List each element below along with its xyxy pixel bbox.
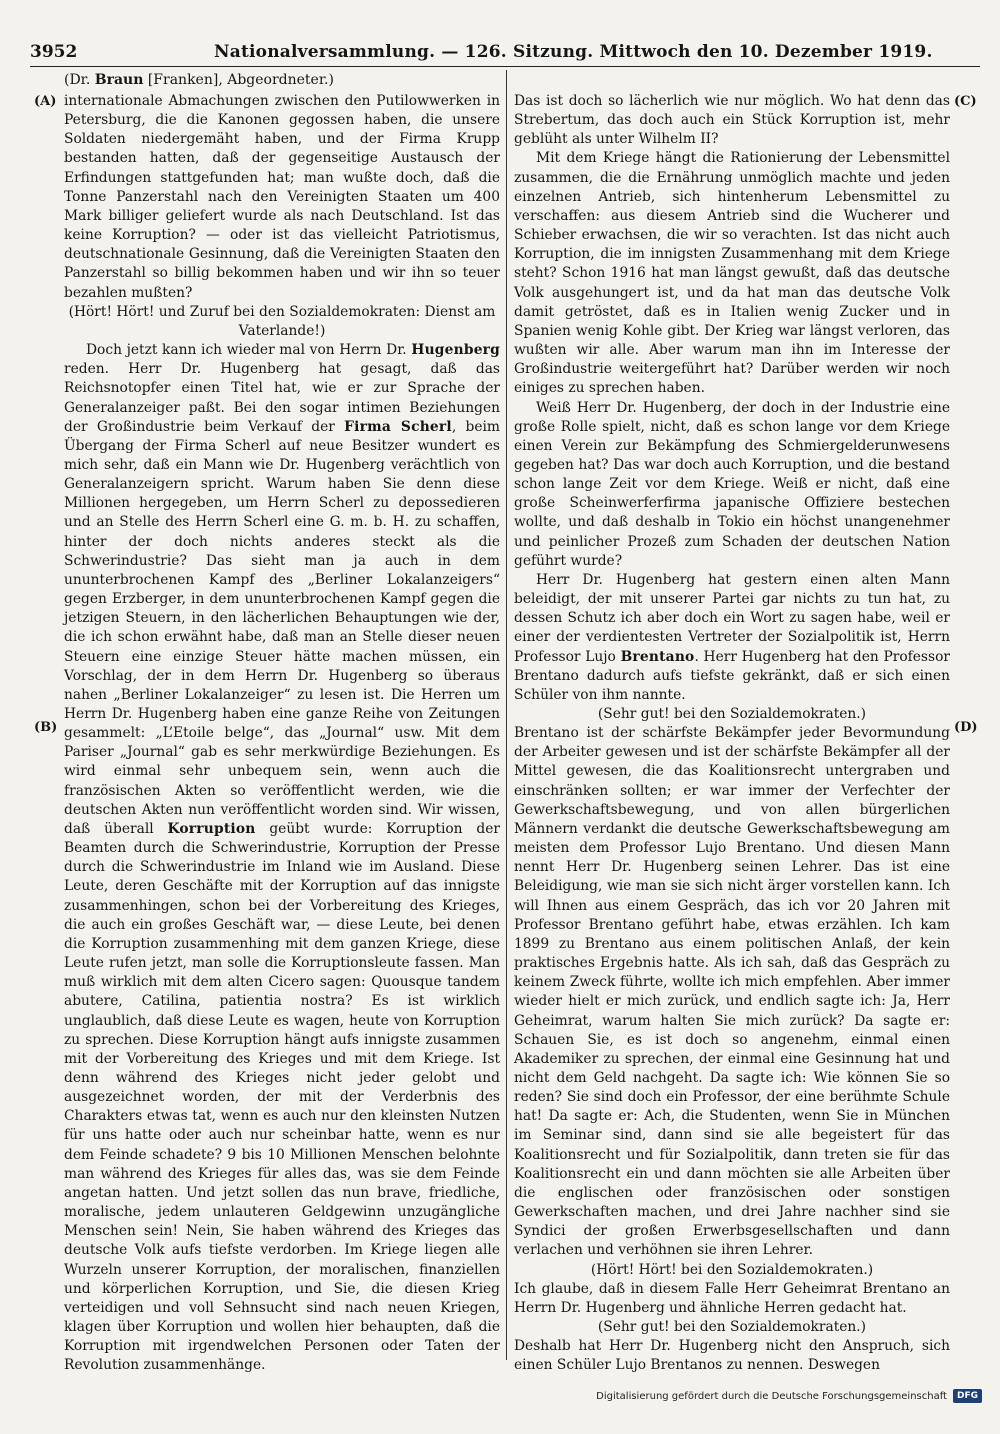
paragraph — [514, 92, 950, 149]
text-run: . Herr Hugenberg hat den Professor Brentano dadurch aufs tiefste gekränkt, daß er sich einen Schüler von ihm nannte. — [514, 648, 950, 703]
emphasized-name: Brentano — [620, 648, 695, 665]
running-title: Nationalversammlung. — 126. Sitzung. Mittwoch den 10. Dezember 1919. — [214, 42, 933, 62]
paragraph — [514, 149, 950, 398]
text-run: (Hört! Hört! und Zuruf bei den Sozialdemokraten: Dienst am Vaterlande!) — [68, 303, 496, 339]
speaker-suffix: [Franken], Abgeordneter.) — [143, 72, 334, 88]
dfg-logo-icon: DFG — [953, 1389, 982, 1403]
page-number: 3952 — [30, 42, 78, 62]
text-run: Deshalb hat Herr Dr. Hugenberg nicht den Anspruch, sich einen Schüler Lujo Brentanos zu nennen. Deswegen — [514, 1338, 950, 1374]
text-run: internationale Abmachungen zwischen den Putilowwerken in Petersburg, die die Kanonen gegossen haben, die unsere Soldaten niedergemäht haben, und der Firma Krupp bestanden hatten, daß der gegenseitige Austausch der Erfindungen stattgefunden hat; man wußte doch, daß die Tonne Panzerstahl nach den Vereinigten Staaten um 400 Mark billiger geliefert wurde als nach Deutschland. Ist das keine Korruption? — oder ist das vielleicht Patriotismus, deutschnationale Gesinnung, daß die Vereinigten Staaten den Panzerstahl so billig bekommen haben und wir ihn so teuer bezahlen mußten? — [64, 93, 500, 301]
margin-marker-c: (C) — [954, 94, 977, 109]
margin-marker-d: (D) — [954, 720, 978, 735]
paragraph — [64, 341, 500, 1375]
interjection — [514, 1261, 950, 1280]
paragraph — [64, 92, 500, 303]
margin-marker-b: (B) — [34, 720, 58, 735]
interjection — [64, 303, 500, 341]
speaker-prefix: (Dr. — [64, 72, 95, 88]
text-run: geübt wurde: Korruption der Beamten durch die Schwerindustrie, Korruption der Presse durch die Schwerindustrie im Inland wie im Ausland. Diese Leute, deren Geschäfte mit der Korruption auf das innigste zusammenhingen, schon bei der Vorbereitung des Krieges, die auch ein großes Geschäft war, — diese Leute, bei denen die Korruption zusammenhing mit dem ganzen Kriege, diese Leute rufen jetzt, man solle die Korruptionsleute fassen. Man muß wirklich mit dem alten Cicero sagen: Quousque tandem abutere, Catilina, patientia nostra? Es ist wirklich unglaublich, daß diese Leute es wagen, heute von Korruption zu sprechen. Diese Korruption hängt aufs innigste zusammen mit der Vorbereitung des Krieges und mit dem Kriege. Ist denn während des Krieges nicht jeder gelobt und ausgezeichnet worden, der mit der Verderbnis des Charakters etwas tat, wenn es auch nur den kleinsten Nutzen für uns hatte oder auch nur scheinbar hatte, wenn es nur dem Feinde schadete? 9 bis 10 Millionen Menschen belohnte man während des Krieges für alles das, was sie dem Feinde angetan hatten. Und jetzt sollen das nun brave, friedliche, moralische, jedem unlauteren Geldgewinn unzugängliche Menschen sein! Nein, Sie haben während des Krieges das deutsche Volk aufs tiefste verdorben. Im Kriege liegen alle Wurzeln unserer Korruption, der moralischen, finanziellen und körperlichen Korruption, und Sie, die diesen Krieg verteidigen und voll Sehnsucht sind nach neuen Kriegen, klagen über Korruption und wollen hier behaupten, daß die Korruption mit irgendwelchen Personen oder Taten der Revolution zusammenhänge. — [64, 820, 500, 1374]
column-divider — [506, 70, 507, 1360]
page-header — [30, 38, 980, 67]
text-run: (Hört! Hört! bei den Sozialdemokraten.) — [590, 1261, 874, 1278]
margin-marker-a: (A) — [34, 94, 57, 109]
text-run: Mit dem Kriege hängt die Rationierung der Lebensmittel zusammen, die die Ernährung unmöglich machte und jeden einzelnen Antrieb, sich hintenherum Lebensmittel zu verschaffen: aus diesem Antrieb sind die Wucherer und Schieber erwachsen, die wir so verachten. Ist das nicht auch Korruption, die im innigsten Zusammenhang mit dem Kriege steht? Schon 1916 hat man längst gewußt, daß das deutsche Volk ausgehungert ist, und da hat man das deutsche Volk damit getröstet, daß es in Italien wenig Zucker und in Spanien wenig Kohle gibt. Der Krieg war längst verloren, das wußten wir alle. Aber warum man ihn im Interesse der Großindustrie weitergeführt hat? Darüber werden wir noch einiges zu sprechen haben. — [514, 150, 950, 397]
text-run: (Sehr gut! bei den Sozialdemokraten.) — [597, 706, 867, 722]
footer-credit: Digitalisierung gefördert durch die Deutsche Forschungsgemeinschaft — [596, 1390, 947, 1402]
text-run: Ich glaube, daß in diesem Falle Herr Geheimrat Brentano an Herrn Dr. Hugenberg und ähnliche Herren gedacht hat. — [514, 1280, 950, 1316]
interjection — [514, 705, 950, 724]
text-run: Brentano ist der schärfste Bekämpfer jeder Bevormundung der Arbeiter gewesen und ist der schärfste Bekämpfer all der Mittel gewesen, die das Koalitionsrecht untergraben und einschränken sollten; er war immer der Verfechter der Gewerkschaftsbewegung, und von allen bürgerlichen Männern verdankt die deutsche Gewerkschaftsbewegung am meisten dem Professor Lujo Brentano. Und diesen Mann nennt Herr Dr. Hugenberg seinen Lehrer. Das ist eine Beleidigung, wie man sie sich nicht ärger vorstellen kann. Ich will Ihnen aus einem Gespräch, das ich vor 20 Jahren mit Professor Brentano geführt habe, etwas erzählen. Ich kam 1899 zu Brentano aus einem politischen Anlaß, der kein praktisches Ergebnis hatte. Als ich sah, daß das Gespräch zu keinem Zweck führte, wollte ich mich empfehlen. Aber immer wieder hielt er mich zurück, und endlich sagte ich: Ja, Herr Geheimrat, warum halten Sie mich zurück? Da sagte er: Schauen Sie, es ist doch so angenehm, einmal einen Akademiker zu sprechen, der einmal eine Gesinnung hat und nicht dem Geld nachgeht. Da sagte ich: Wie können Sie so reden? Sie sind doch ein Professor, der eine berühmte Schule hat! Da sagte er: Ach, die Studenten, wenn Sie in München im Seminar sind, dann sind sie alle begeistert für das Koalitionsrecht und für Sozialpolitik, dann treten sie für das Koalitionsrecht ein und dann möchten sie alle Arbeiten über die englischen oder französischen oder sonstigen Gewerkschaften machen, und drei Jahre nachher sind sie Syndici der großen Erwerbsgesellschaften und dann verlachen und verhöhnen sie ihren Lehrer. — [514, 725, 950, 1259]
paragraph — [514, 724, 950, 1260]
paragraph — [514, 1280, 950, 1318]
page-footer — [596, 1389, 982, 1403]
text-run: Herr Dr. Hugenberg hat gestern einen alten Mann beleidigt, der mit unserer Partei gar nichts zu tun hat, zu dessen Schutz ich aber doch ein Wort zu sagen habe, weil er einer der verdientesten Vertreter der Sozialpolitik ist, Herrn Professor Lujo — [514, 571, 950, 665]
text-run: reden. Herr Dr. Hugenberg hat gesagt, daß das Reichsnotopfer einen Titel hat, wie er zur Sprache der Generalanzeiger paßt. Bei den sogar intimen Beziehungen der Großindustrie beim Verkauf der — [64, 361, 500, 435]
paragraph — [514, 1337, 950, 1375]
emphasized-name: Firma Scherl — [344, 418, 452, 435]
interjection — [514, 1318, 950, 1337]
right-text-column — [514, 92, 950, 1375]
text-run: Das ist doch so lächerlich wie nur möglich. Wo hat denn das Strebertum, das doch auch ein Stück Korruption ist, mehr geblüht als unter Wilhelm II? — [514, 93, 950, 148]
text-run: , beim Übergang der Firma Scherl auf neue Besitzer wundert es mich sehr, daß ein Mann wie Dr. Hugenberg verächtlich von Generalanzeigern spricht. Warum haben Sie denn diese Millionen hergegeben, um Herrn Scherl zu depossedieren und an Stelle des Herrn Scherl eine G. m. b. H. zu schaffen, hinter der doch nichts anderes steckt als die Schwerindustrie? Das sieht man ja auch in dem ununterbrochenen Kampf des „Berliner Lokalanzeigers“ gegen Erzberger, in dem ununterbrochenen Kampf gegen die jetzigen Steuern, in den lächerlichen Behauptungen wie der, die ich schon erwähnt habe, daß man an Stelle dieser neuen Steuern eine einzige Steuer hätte machen müssen, ein Vorschlag, der in dem Herrn Dr. Hugenberg so überaus nahen „Berliner Lokalanzeiger“ zu lesen ist. Die Herren um Herrn Dr. Hugenberg haben eine ganze Reihe von Zeitungen gesammelt: „L’Etoile belge“, das „Journal“ usw. Mit dem Pariser „Journal“ gab es sehr merkwürdige Beziehungen. Es wird einmal sehr unbequem sein, wenn auch die französischen Akten so veröffentlicht werden, wie die deutschen Akten nun veröffentlicht worden sind. Wir wissen, daß überall — [64, 418, 501, 837]
text-run: Doch jetzt kann ich wieder mal von Herrn Dr. — [86, 342, 412, 359]
text-run: (Sehr gut! bei den Sozialdemokraten.) — [597, 1319, 867, 1335]
emphasized-name: Korruption — [167, 820, 256, 837]
left-text-column — [64, 92, 500, 1375]
paragraph — [514, 571, 950, 705]
speaker-line — [64, 70, 334, 90]
paragraph — [514, 399, 950, 571]
speaker-name: Braun — [94, 72, 144, 88]
text-run: Weiß Herr Dr. Hugenberg, der doch in der Industrie eine große Rolle spielt, nicht, daß es schon lange vor dem Kriege einen Verein zur Bekämpfung des Schmiergelderunwesens gegeben hat? Das war doch auch Korruption, und die bestand schon lange Zeit vor dem Kriege. Weiß er nicht, daß eine große Scheinwerferfirma japanische Offiziere bestechen wollte, und daß deshalb in Tokio ein höchst unangenehmer und peinlicher Prozeß zum Schaden der deutschen Nation geführt wurde? — [514, 399, 950, 569]
emphasized-name: Hugenberg — [411, 342, 500, 359]
